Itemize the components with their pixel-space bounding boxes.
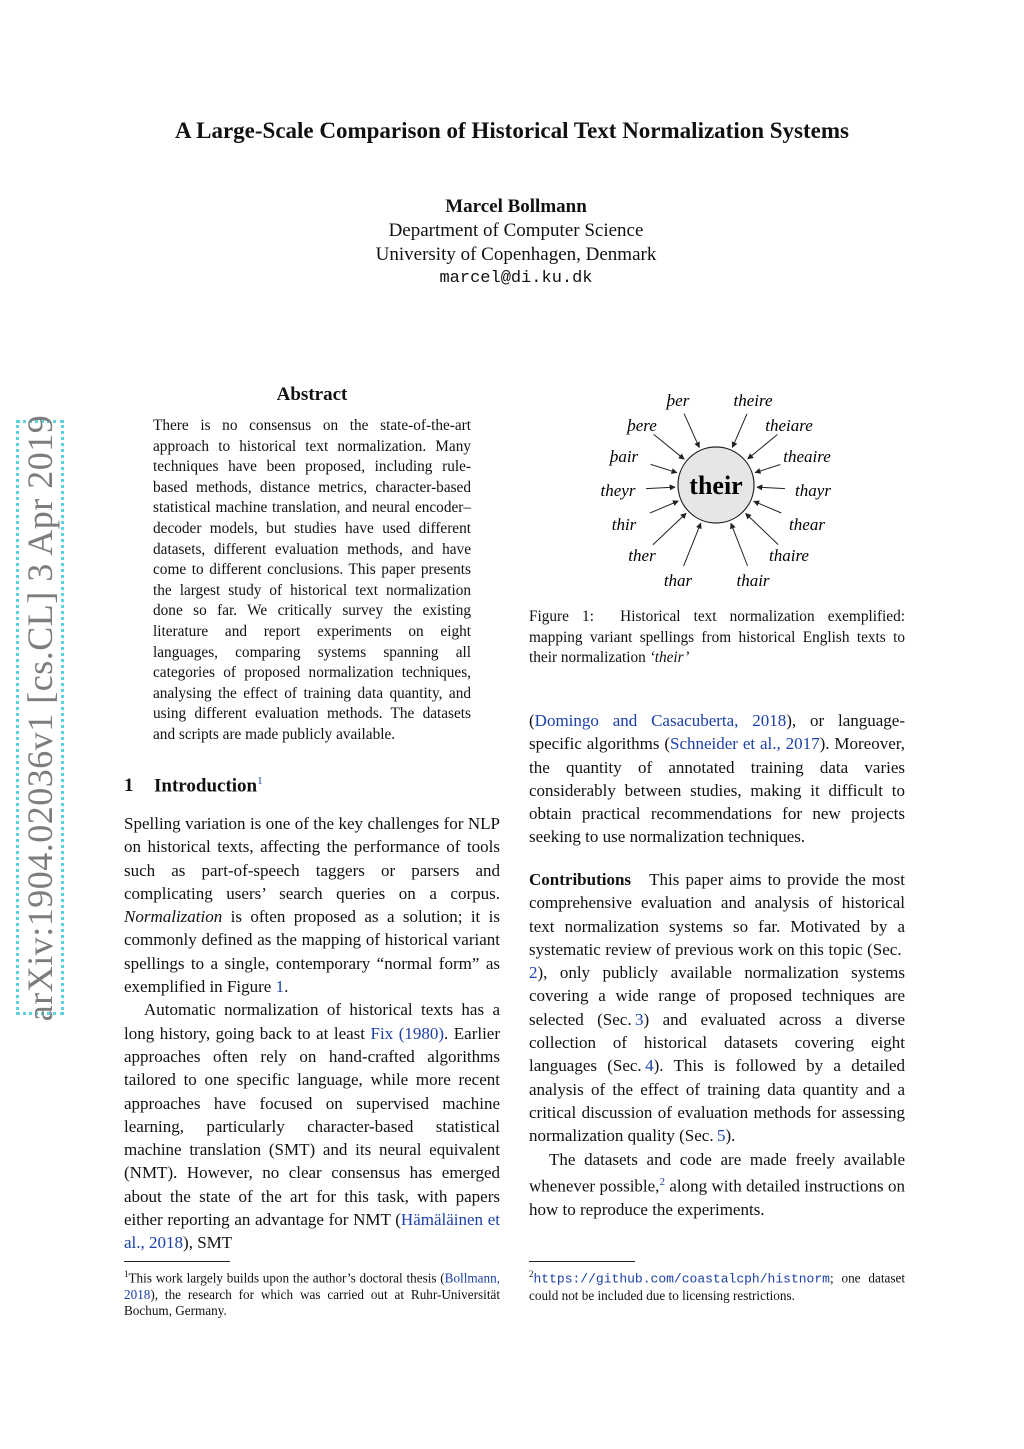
mapping-arrow	[757, 487, 785, 489]
contributions-heading: Contributions	[529, 870, 632, 889]
footnote-mark: 1	[124, 1269, 129, 1279]
variant-spelling: thaire	[769, 546, 809, 565]
variant-spelling: thear	[789, 515, 825, 534]
text-run: This paper aims to provide the most comprehensive evaluation and analysis of historical text normalization systems so far. Motivated by a systematic review of previous work on this topic (Sec.	[529, 870, 905, 959]
github-link[interactable]: https://github.com/coastalcph/histnorm	[533, 1271, 830, 1287]
mapping-arrow	[646, 487, 675, 489]
footnote-ref-1[interactable]: 1	[257, 775, 263, 787]
figure-1-caption	[529, 607, 905, 669]
caption-prefix: Figure 1:	[529, 608, 594, 625]
arxiv-identifier: arXiv:1904.02036v1 [cs.CL] 3 Apr 2019	[20, 414, 60, 1021]
footnote-2	[529, 1266, 905, 1304]
citation-fix-year[interactable]: (1980)	[398, 1023, 445, 1043]
section-ref-3[interactable]: 3	[635, 1009, 644, 1029]
intro-paragraph-2-cont: (Domingo and Casacuberta, 2018), or language-specific algorithms (Schneider et al., 2017). Moreover, the quantity of annotated training data varies considerably between studies, making it difficult to obtain practical recommendations for new projects seeking to use normalization techniques.	[529, 711, 905, 847]
text-run: Earlier approaches often rely on hand-crafted algorithms tailored to one specific language, while more recent approaches have focused on supervised machine learning, particularly character-based statistical machine translation (SMT) and its neural equivalent (NMT). However, no clear consensus has emerged about the state of the art for this task, with papers either reporting an advantage for NMT	[124, 1023, 501, 1230]
author-university: University of Copenhagen, Denmark	[375, 244, 657, 265]
footnote-ref-2[interactable]: 2	[659, 1175, 665, 1188]
text-run: This work largely builds upon the author’s doctoral thesis (	[128, 1270, 445, 1286]
mapping-arrow	[746, 513, 779, 544]
citation-domingo[interactable]: Domingo and Casacuberta, 2018	[534, 711, 787, 730]
mapping-arrow	[650, 501, 679, 513]
mapping-arrow	[731, 523, 748, 566]
section-title: Introduction	[154, 775, 258, 797]
figure-1-diagram	[529, 380, 905, 590]
author-name: Marcel Bollmann	[445, 196, 587, 217]
mapping-arrow	[684, 414, 699, 448]
mapping-arrow	[651, 464, 677, 472]
intro-continuation	[529, 709, 905, 849]
variant-spelling: theire	[733, 391, 773, 410]
mapping-arrow	[755, 465, 780, 473]
mapping-arrow	[748, 435, 778, 460]
text-run: ). Moreover, the quantity of annotated training data varies considerably between studies, making it difficult to obtain practical recommendations for new projects seeking to use normalization techniques.	[529, 734, 905, 847]
text-run: along with detailed instructions on how to reproduce the experiments.	[529, 1176, 905, 1219]
mapping-arrow	[654, 434, 685, 459]
text-run: is often proposed as a solution; it is commonly defined as the mapping of historical variant spellings to a single, contemporary “normal form” as exemplified in Figure	[124, 907, 501, 997]
abstract-body: There is no consensus on the state-of-the-art approach to historical text normalization. Many techniques have been proposed, including rule-based methods, distance metrics, character-based statistical machine translation, and neural encoder–decoder models, but studies have used different datasets, different evaluation methods, and have come to different conclusions. This paper presents the largest study of historical text normalization done so far. We critically survey the existing literature and report experiments on eight languages, comparing systems spanning all categories of proposed normalization techniques, analysing the effect of training data quantity, and using different evaluation methods. The datasets and scripts are made publicly available.	[153, 417, 471, 743]
mapping-arrow	[684, 523, 701, 566]
author-email[interactable]: marcel@di.ku.dk	[439, 269, 593, 288]
footnote-mark: 2	[529, 1269, 534, 1279]
variant-spelling: thayr	[795, 481, 831, 500]
figure-ref-1[interactable]: 1	[275, 977, 285, 997]
contributions-paragraph	[529, 868, 905, 1148]
introduction-body	[124, 812, 500, 1255]
variant-spelling: þere	[627, 416, 657, 435]
footnote-rule	[529, 1261, 635, 1262]
availability-paragraph	[529, 1148, 905, 1222]
author-department: Department of Computer Science	[388, 220, 644, 241]
variant-spelling: thair	[736, 571, 770, 590]
citation-schneider[interactable]: Schneider et al., 2017	[669, 734, 820, 754]
abstract-heading: Abstract	[276, 384, 348, 405]
variant-spelling: theyr	[600, 481, 636, 500]
text-run: ). This is followed by a detailed analysis of the effect of training data quantity and a critical discussion of evaluation methods for assessing normalization quality (Sec.	[529, 1056, 906, 1146]
paper-title: A Large-Scale Comparison of Historical Text Normalization Systems	[175, 118, 849, 143]
variant-spelling: ther	[628, 546, 656, 565]
section-number: 1	[124, 775, 134, 797]
variant-spelling: theiare	[765, 416, 813, 435]
text-run: ), or language-specific algorithms (	[529, 711, 905, 754]
text-run: ), only publicly available normalization systems covering a wide range of proposed techniques are selected (Sec.	[529, 963, 905, 1029]
citation-fix[interactable]: Fix	[370, 1023, 394, 1043]
mapping-arrow	[653, 513, 686, 545]
contributions-section	[529, 868, 905, 1221]
text-run: ) and evaluated across a diverse collection of historical datasets covering eight languages (Sec.	[529, 1009, 905, 1076]
variant-spelling: þer	[666, 391, 690, 410]
section-ref-2[interactable]: 2	[529, 963, 538, 983]
text-run: The datasets and code are made freely available whenever possible,	[529, 1149, 905, 1196]
mapping-arrow	[754, 501, 782, 513]
variant-spelling: theaire	[783, 447, 831, 466]
footnote-rule	[124, 1261, 230, 1262]
text-run: Automatic normalization of historical texts has a long history, going back to at least	[124, 1000, 500, 1043]
term-normalization: Normalization	[124, 907, 223, 927]
text-run: ; one dataset could not be included due to licensing restrictions.	[529, 1270, 905, 1303]
intro-paragraph-1: Spelling variation is one of the key challenges for NLP on historical texts, affecting the performance of tools such as part-of-speech taggers or parsers and complicating users’ search queries on a corpus. Normalization is often proposed as a solution; it is commonly defined as the mapping of historical variant spellings to a single, contemporary “normal form” as exemplified in Figure 1.	[124, 814, 501, 997]
variant-spelling: þair	[609, 447, 639, 466]
caption-text: Historical text normalization exemplified: mapping variant spellings from historical English texts to their normalization	[529, 608, 905, 667]
section-ref-5[interactable]: 5	[717, 1126, 726, 1146]
variant-spelling: thir	[611, 515, 637, 534]
citation-bollmann[interactable]: Bollmann, 2018	[124, 1270, 500, 1302]
intro-paragraph-2: Automatic normalization of historical texts has a long history, going back to at least Fix (1980). Earlier approaches often rely on hand-crafted algorithms tailored to one specific language, while more recent approaches have focused on supervised machine learning, particularly character-based statistical machine translation (SMT) and its neural equivalent (NMT). However, no clear consensus has emerged about the state of the art for this task, with papers either reporting an advantage for NMT (Hämäläinen et al., 2018), SMT	[124, 1000, 501, 1253]
section-heading-introduction	[124, 775, 263, 797]
arxiv-side-stamp	[16, 414, 64, 1021]
mapping-arrow	[732, 414, 747, 448]
text-run: ), the research for which was carried out at Ruhr-Universität Bochum, Germany.	[124, 1286, 500, 1319]
text-run: ).	[725, 1126, 736, 1146]
text-run: Spelling variation is one of the key challenges for NLP on historical texts, affecting the performance of tools such as part-of-speech taggers or parsers and complicating users’ search queries on a corpus.	[124, 814, 500, 903]
footnote-1	[124, 1266, 500, 1320]
text-run: , SMT	[188, 1233, 233, 1253]
citation-hamalainen[interactable]: Hämäläinen et al., 2018	[124, 1210, 500, 1253]
caption-term: ‘their’	[649, 649, 690, 667]
section-ref-4[interactable]: 4	[645, 1056, 654, 1076]
variant-spelling: thar	[663, 571, 693, 590]
center-word: their	[689, 471, 743, 500]
